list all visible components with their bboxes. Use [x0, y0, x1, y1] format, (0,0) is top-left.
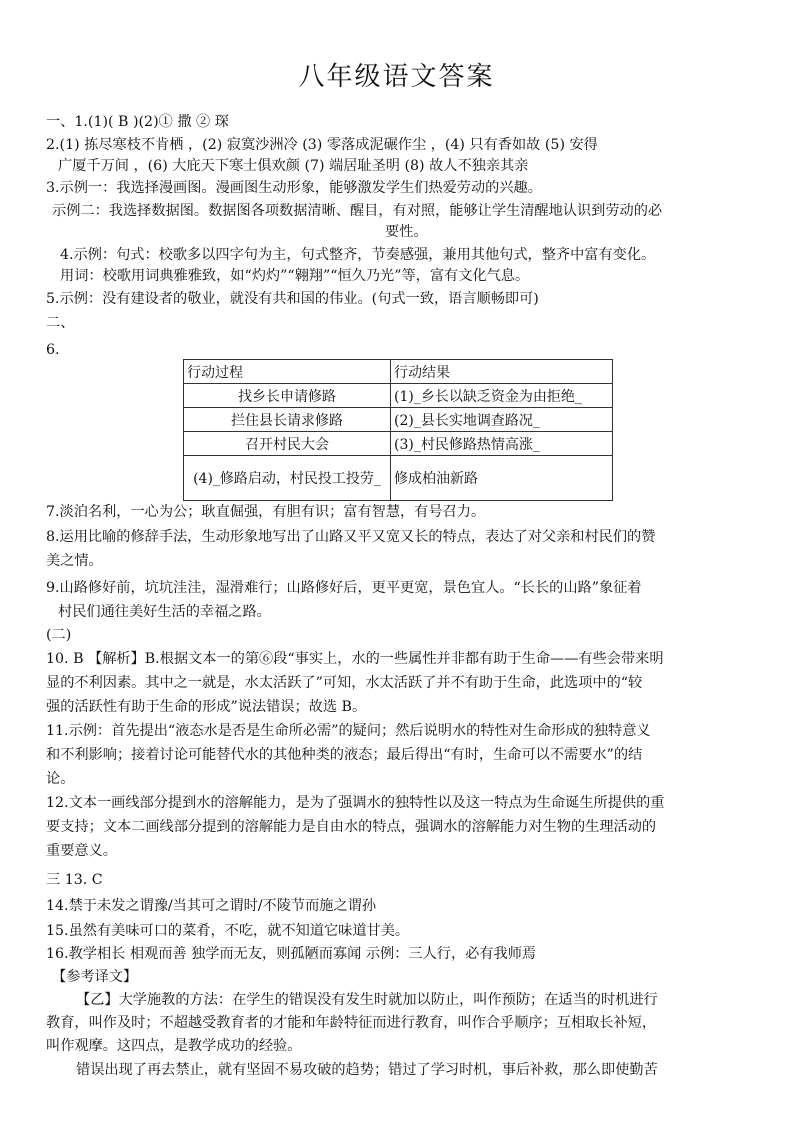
answer-6-label: 6.: [46, 342, 60, 358]
answer-13: 三 13. C: [46, 872, 103, 888]
translation-line4: 错误出现了再去禁止，就有坚固不易攻破的趋势；错过了学习时机，事后补救，那么即使勤苦: [76, 1062, 658, 1078]
answer-16: 16.教学相长 相观而善 独学而无友，则孤陋而寡闻 示例：三人行，必有我师焉: [46, 946, 537, 962]
answer-7: 7.淡泊名利，一心为公；耿直倔强，有胆有识；富有智慧，有号召力。: [46, 504, 486, 520]
answer-11-line2: 和不利影响；接着讨论可能替代水的其他种类的液态；最后得出“有时，生命可以不需要水”的结: [46, 747, 643, 763]
answer-12-line3: 重要意义。: [46, 843, 117, 859]
answer-4-sentence: 4.示例：句式：校歌多以四字句为主，句式整齐，节奏感强，兼用其他句式，整齐中富有变化。: [60, 247, 656, 263]
answer-9-line2: 村民们通往美好生活的幸福之路。: [58, 604, 271, 620]
answer-1: 一、1.(1)( B )(2)① 撒 ② 琛: [46, 114, 229, 130]
answer-14: 14.禁于未发之谓豫/当其可之谓时/不陵节而施之谓孙: [46, 898, 377, 914]
section-2-part2-heading: (二): [46, 627, 72, 643]
table-cell-result: 修成柏油新路: [391, 456, 613, 501]
answer-3-example1: 3.示例一：我选择漫画图。漫画图生动形象，能够激发学生们热爱劳动的兴趣。: [46, 180, 542, 196]
table-row: [184, 384, 613, 408]
translation-line1: 【乙】大学施教的方法：在学生的错误没有发生时就加以防止，叫作预防；在适当的时机进行: [76, 992, 658, 1008]
table-row: [184, 456, 613, 501]
translation-heading: 【参考译文】: [52, 969, 138, 985]
answer-11-line3: 论。: [46, 771, 75, 787]
answer-9-line1: 9.山路修好前，坑坑洼洼，湿滑难行；山路修好后，更平更宽，景色宜人。“长长的山路”象征着: [46, 580, 642, 596]
answer-3-example2-cont: 要性。: [385, 224, 428, 240]
section-2-heading: 二、: [46, 315, 75, 331]
table-header-cell: 行动过程: [184, 360, 391, 384]
answer-10-line1: 10. B 【解析】B.根据文本一的第⑥段“事实上，水的一些属性并非都有助于生命——有些会带来明: [46, 651, 664, 667]
answer-11-line1: 11.示例：首先提出“液态水是否是生命所必需”的疑问；然后说明水的特性对生命形成的独特意义: [46, 723, 651, 739]
answer-4-wording: 用词：校歌用词典雅雅致，如“灼灼”“翱翔”“恒久乃光”等，富有文化气息。: [60, 268, 530, 284]
answer-5: 5.示例：没有建设者的敬业，就没有共和国的伟业。(句式一致，语言顺畅即可): [46, 291, 539, 307]
answer-2-line1: 2.(1) 拣尽寒枝不肯栖 ，(2) 寂寞沙洲冷 (3) 零落成泥碾作尘 ，(4) 只有香如故 (5) 安得: [46, 137, 598, 153]
answer-15: 15.虽然有美味可口的菜肴，不吃，就不知道它味道甘美。: [46, 923, 410, 939]
table-row: [184, 408, 613, 432]
table-cell-result: (1)_乡长以缺乏资金为由拒绝_: [391, 384, 613, 408]
table-cell-result: (2)_县长实地调查路况_: [391, 408, 613, 432]
table-header-row: [184, 360, 613, 384]
page-title: 八年级语文答案: [298, 62, 495, 92]
table-cell-process: 召开村民大会: [184, 432, 391, 456]
answer-10-line3: 强的活跃性有助于生命的形成”说法错误；故选 B。: [46, 699, 367, 715]
table-cell-process: 找乡长申请修路: [184, 384, 391, 408]
answer-10-line2: 显的不利因素。其中之一就是，水太活跃了”可知，水太活跃了并不有助于生命，此选项中的“较: [46, 675, 643, 691]
answer-3-example2: 示例二：我选择数据图。数据图各项数据清晰、醒目，有对照，能够让学生清醒地认识到劳动的必: [52, 203, 663, 219]
answer-12-line1: 12.文本一画线部分提到水的溶解能力，是为了强调水的独特性以及这一特点为生命诞生所提供的重: [46, 795, 665, 811]
answer-8-line2: 美之情。: [46, 553, 103, 569]
table-header-cell: 行动结果: [391, 360, 613, 384]
answer-8-line1: 8.运用比喻的修辞手法，生动形象地写出了山路又平又宽又长的特点，表达了对父亲和村民们的赞: [46, 529, 656, 545]
table-cell-process: (4)_修路启动，村民投工投劳_: [184, 456, 391, 501]
action-table: [183, 359, 613, 501]
translation-line3: 叫作观摩。这四点，是教学成功的经验。: [46, 1038, 302, 1054]
table-cell-process: 拦住县长请求修路: [184, 408, 391, 432]
table-cell-result: (3)_村民修路热情高涨_: [391, 432, 613, 456]
answer-12-line2: 要支持；文本二画线部分提到的溶解能力是自由水的特点，强调水的溶解能力对生物的生理活动的: [46, 819, 657, 835]
table-row: [184, 432, 613, 456]
answer-2-line2: 广厦千万间 ，(6) 大庇天下寒士俱欢颜 (7) 端居耻圣明 (8) 故人不独亲其亲: [58, 158, 529, 174]
translation-line2: 教育，叫作及时；不超越受教育者的才能和年龄特征而进行教育，叫作合乎顺序；互相取长补短，: [46, 1015, 657, 1031]
